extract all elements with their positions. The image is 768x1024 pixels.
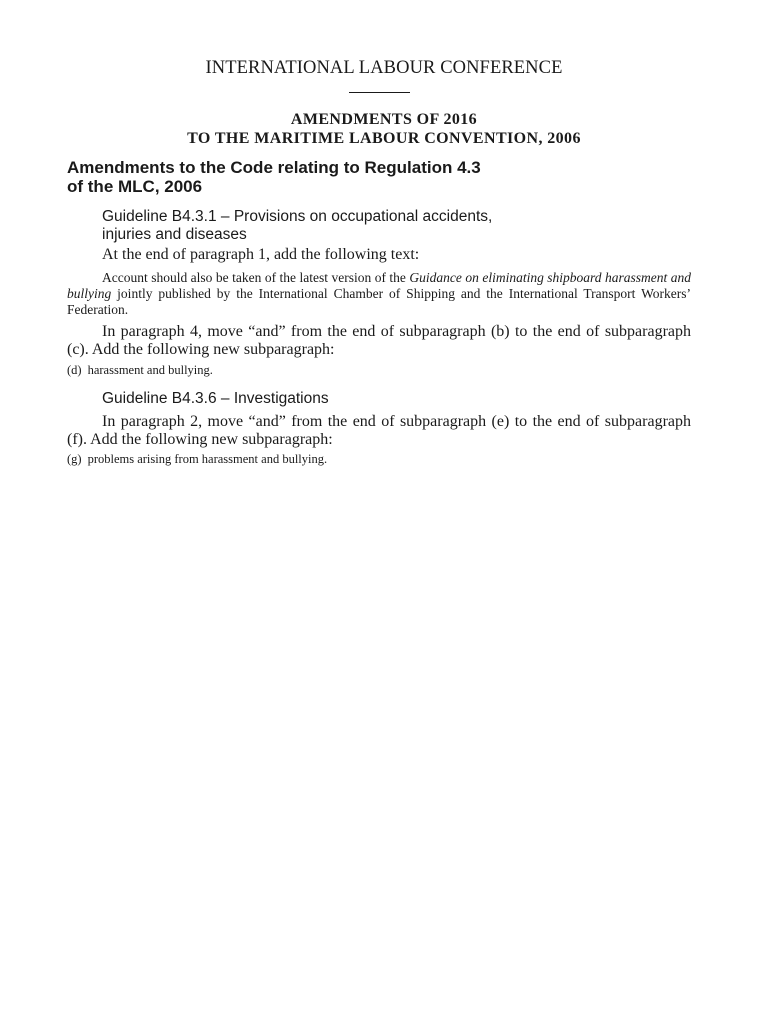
subparagraph-g <box>67 452 691 467</box>
added-text-after: jointly published by the International Chamber of Shipping and the International Transport Workers’ Federation. <box>67 286 691 317</box>
conference-title: INTERNATIONAL LABOUR CONFERENCE <box>205 58 563 78</box>
amendments-title-line-1: AMENDMENTS OF 2016 <box>290 111 478 128</box>
subparagraph-d-marker: (d) <box>67 363 82 377</box>
title-divider <box>349 92 410 93</box>
subparagraph-d <box>67 363 691 378</box>
guideline-b4-3-1-instruction-2: In paragraph 4, move “and” from the end of subparagraph (b) to the end of subparagraph (c). Add the following new subparagraph: <box>67 323 691 358</box>
subparagraph-g-marker: (g) <box>67 452 82 466</box>
added-text-guidance-title: Guidance on eliminating shipboard harassment and bullying <box>67 270 691 301</box>
section-heading <box>67 158 687 196</box>
section-heading-line-1: Amendments to the Code relating to Regulation 4.3 <box>67 158 481 177</box>
subparagraph-d-text: harassment and bullying. <box>87 363 213 377</box>
guideline-b4-3-1-heading-line-1: Guideline B4.3.1 – Provisions on occupational accidents, <box>102 208 493 225</box>
amendments-title <box>0 110 768 148</box>
guideline-b4-3-1-heading <box>102 208 682 244</box>
guideline-b4-3-1-instruction: At the end of paragraph 1, add the following text: <box>102 246 420 263</box>
guideline-b4-3-6-heading: Guideline B4.3.6 – Investigations <box>102 390 329 407</box>
guideline-b4-3-6-instruction: In paragraph 2, move “and” from the end of subparagraph (e) to the end of subparagraph (f). Add the following new subparagraph: <box>67 413 691 448</box>
added-text-before: Account should also be taken of the latest version of the <box>102 270 410 285</box>
guideline-b4-3-1-added-text <box>67 270 691 318</box>
guideline-b4-3-1-heading-line-2: injuries and diseases <box>102 226 247 243</box>
subparagraph-g-text: problems arising from harassment and bullying. <box>87 452 328 466</box>
amendments-title-line-2: TO THE MARITIME LABOUR CONVENTION, 2006 <box>187 130 581 147</box>
section-heading-line-2: of the MLC, 2006 <box>67 177 203 196</box>
